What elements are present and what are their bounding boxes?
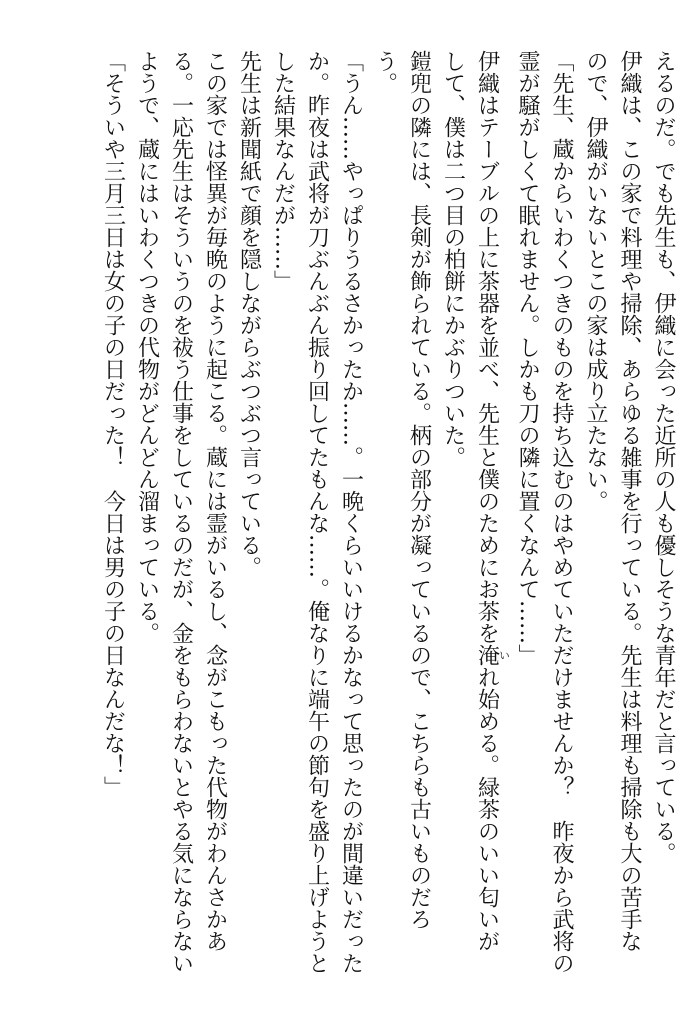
text-line-5: 霊が騒がしくて眠れません。しかも刀の隣に置くなんて……」	[515, 50, 540, 666]
furigana: 淹い	[474, 644, 511, 666]
text-line-6: 伊織はテーブルの上に茶器を並べ、先生と僕のためにお茶を淹いれ始める。緑茶のいい匂いが	[474, 50, 511, 952]
text-line-4: 「先生、蔵からいわくつきのものを持ち込むのはやめていただけませんか？ 昨夜から武将の	[549, 50, 574, 974]
text-line-17: 「そういや三月三日は女の子の日だった！ 今日は男の子の日なんだな！」	[100, 50, 126, 798]
text-line-9: う。	[372, 50, 398, 94]
text-line-10: 「うん……やっぱりうるさかったか……。一晩くらいいけるかなって思ったのが間違いだった	[338, 50, 364, 974]
text-line-13: 先生は新聞紙で顔を隠しながらぶつぶつ言っている。	[236, 50, 262, 578]
text-line-14: この家では怪異が毎晩のように起こる。蔵には霊がいるし、念がこもった代物がわんさかあ	[202, 50, 228, 952]
novel-page	[40, 50, 680, 990]
text-line-16: ようで、蔵にはいわくつきの代物がどんどん溜まっている。	[134, 50, 160, 644]
text-line-3: ので、伊織がいないとこの家は成り立たない。	[583, 50, 608, 512]
text-line-1: えるのだ。でも先生も、伊織に会った近所の人も優しそうな青年だと言っている。	[651, 50, 676, 864]
text-line-2: 伊織は、この家で料理や掃除、あらゆる雑事を行っている。先生は料理も掃除も大の苦手な	[617, 50, 642, 952]
text-line-7: して、僕は二つ目の柏餅にかぶりついた。	[440, 50, 466, 468]
text-line-15: る。一応先生はそういうのを祓う仕事をしているのだが、金をもらわないとやる気にならない	[168, 50, 194, 974]
text-line-12: した結果なんだが……」	[270, 50, 296, 292]
text-line-8: 鎧兜の隣には、長剣が飾られている。柄の部分が凝っているので、こちらも古いものだろ	[406, 50, 432, 930]
text-line-11: か。昨夜は武将が刀ぶんぶん振り回してたもんな……。俺なりに端午の節句を盛り上げようと	[304, 50, 330, 974]
